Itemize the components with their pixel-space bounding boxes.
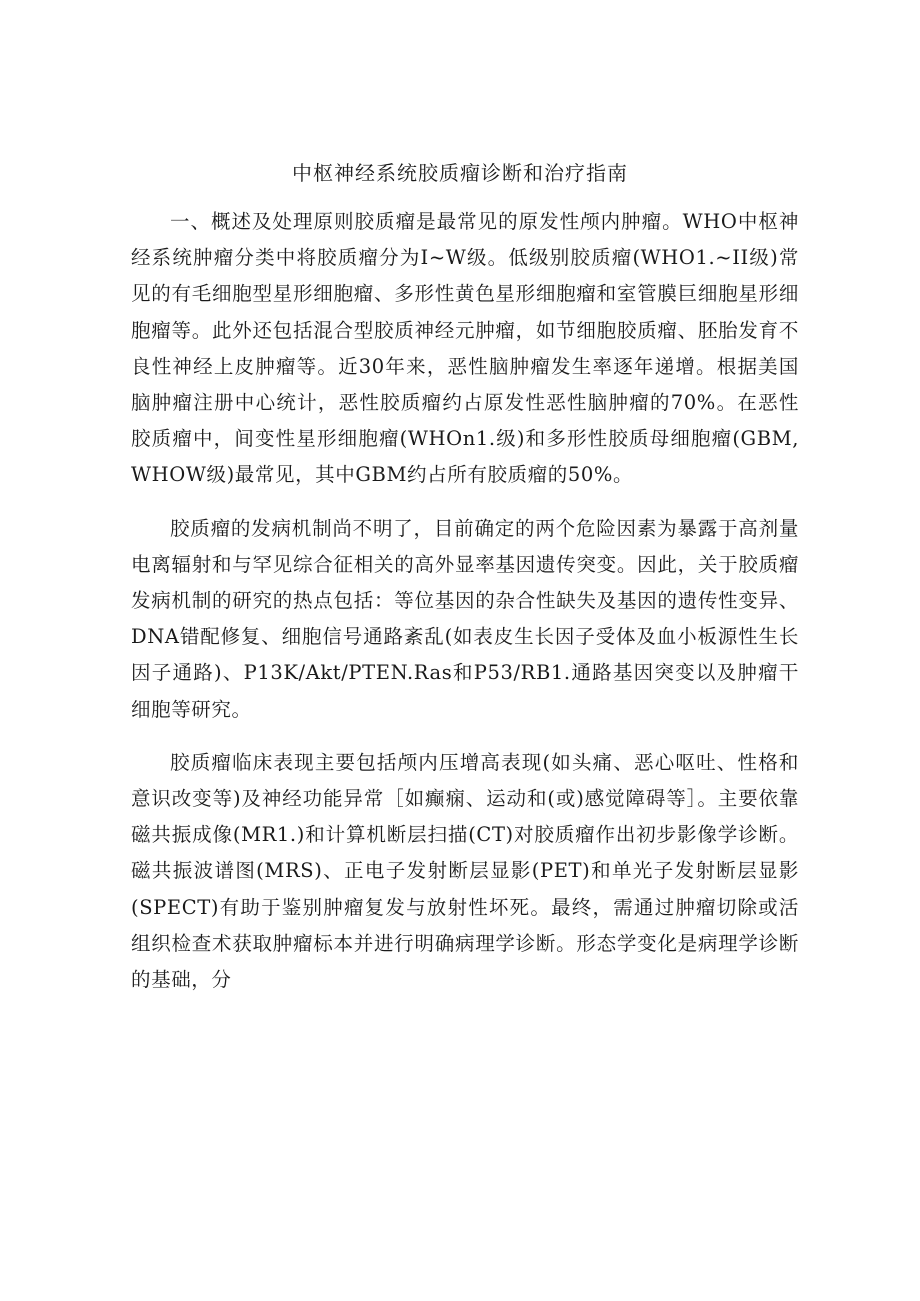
- paragraph-overview: 一、概述及处理原则胶质瘤是最常见的原发性颅内肿瘤。WHO中枢神经系统肿瘤分类中将胶质瘤分为I~W级。低级别胶质瘤(WHO1.~II级)常见的有毛细胞型星形细胞瘤、多形性黄色星形细胞瘤和室管膜巨细胞星形细胞瘤等。此外还包括混合型胶质神经元肿瘤，如节细胞胶质瘤、胚胎发育不良性神经上皮肿瘤等。近30年来，恶性脑肿瘤发生率逐年递增。根据美国脑肿瘤注册中心统计，恶性胶质瘤约占原发性恶性脑肿瘤的70%。在恶性胶质瘤中，间变性星形细胞瘤(WHOn1.级)和多形性胶质母细胞瘤(GBM,WHOW级)最常见，其中GBM约占所有胶质瘤的50%。: [131, 210, 799, 487]
- paragraph-pathogenesis: 胶质瘤的发病机制尚不明了，目前确定的两个危险因素为暴露于高剂量电离辐射和与罕见综合征相关的高外显率基因遗传突变。因此，关于胶质瘤发病机制的研究的热点包括：等位基因的杂合性缺失及基因的遗传性变异、DNA错配修复、细胞信号通路紊乱(如表皮生长因子受体及血小板源性生长因子通路)、P13K/Akt/PTEN.Ras和P53/RB1.通路基因突变以及肿瘤干细胞等研究。: [131, 516, 799, 721]
- document-title: 中枢神经系统胶质瘤诊断和治疗指南: [292, 161, 628, 185]
- document-body: [131, 204, 799, 998]
- paragraph-clinical: 胶质瘤临床表现主要包括颅内压增高表现(如头痛、恶心呕吐、性格和意识改变等)及神经功能异常［如癫痫、运动和(或)感觉障碍等］。主要依靠磁共振成像(MR1.)和计算机断层扫描(CT)对胶质瘤作出初步影像学诊断。磁共振波谱图(MRS)、正电子发射断层显影(PET)和单光子发射断层显影(SPECT)有助于鉴别肿瘤复发与放射性坏死。最终，需通过肿瘤切除或活组织检查术获取肿瘤标本并进行明确病理学诊断。形态学变化是病理学诊断的基础，分: [131, 750, 799, 992]
